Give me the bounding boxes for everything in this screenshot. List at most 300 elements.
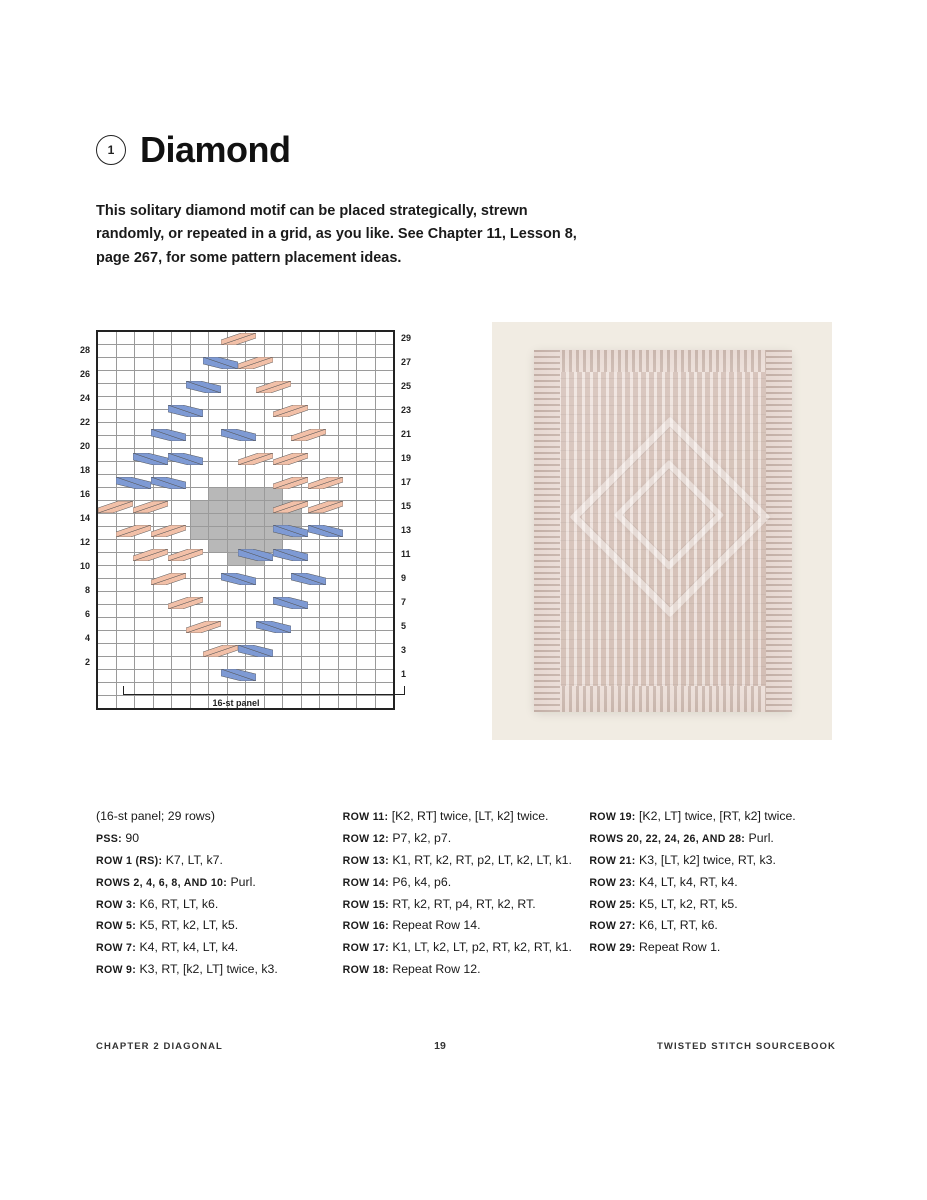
chart-cell xyxy=(320,384,339,397)
chart-cell xyxy=(375,423,394,436)
chart-cell xyxy=(172,579,191,592)
chart-row xyxy=(97,631,394,644)
chart-cell xyxy=(338,657,357,670)
chart-cell xyxy=(264,436,283,449)
chart-cell xyxy=(116,657,135,670)
chart-cell xyxy=(246,605,265,618)
chart-cell xyxy=(246,644,265,657)
chart-cell xyxy=(116,331,135,345)
chart-cell xyxy=(209,488,228,501)
chart-cell xyxy=(172,462,191,475)
chart-cell xyxy=(320,644,339,657)
chart-cell xyxy=(116,436,135,449)
instruction-line xyxy=(96,959,343,981)
chart-cell xyxy=(116,345,135,358)
chart-cell xyxy=(375,579,394,592)
chart-cell xyxy=(172,345,191,358)
chart-cell xyxy=(209,410,228,423)
chart-cell xyxy=(116,644,135,657)
chart-cell xyxy=(135,331,154,345)
chart-row xyxy=(97,540,394,553)
chart-cell xyxy=(135,410,154,423)
chart-cell xyxy=(172,618,191,631)
chart-cell xyxy=(357,371,376,384)
instruction-line xyxy=(343,850,590,872)
footer-chapter: CHAPTER 2 DIAGONAL xyxy=(96,1040,223,1052)
chart-cell xyxy=(135,605,154,618)
chart-cell xyxy=(209,384,228,397)
chart-cell xyxy=(320,488,339,501)
chart-cell xyxy=(209,331,228,345)
chart-cell xyxy=(338,644,357,657)
chart-row-label-left: 18 xyxy=(79,465,90,475)
chart-cell xyxy=(209,553,228,566)
chart-cell xyxy=(135,423,154,436)
chart-cell xyxy=(320,462,339,475)
chart-cell xyxy=(97,462,116,475)
chart-cell xyxy=(357,488,376,501)
chart-cell xyxy=(227,501,246,514)
chart-cell xyxy=(301,631,320,644)
chart-cell xyxy=(153,345,172,358)
instruction-column-2 xyxy=(343,806,590,981)
chart-cell xyxy=(97,397,116,410)
chart-cell xyxy=(320,449,339,462)
chart-cell xyxy=(283,605,302,618)
chart-row xyxy=(97,514,394,527)
chart-cell xyxy=(153,410,172,423)
chart-cell xyxy=(246,501,265,514)
chart-cell xyxy=(301,449,320,462)
chart-cell xyxy=(172,397,191,410)
chart-cell xyxy=(190,514,209,527)
instruction-line xyxy=(96,828,343,850)
chart-cell xyxy=(264,384,283,397)
page-title-row xyxy=(96,129,291,170)
footer-page-number: 19 xyxy=(434,1040,446,1052)
chart-cell xyxy=(227,644,246,657)
chart-row-label-right: 9 xyxy=(401,573,407,583)
motif-number-badge: 1 xyxy=(96,135,126,165)
chart-cell xyxy=(172,423,191,436)
stitch-chart xyxy=(79,330,412,710)
instruction-line xyxy=(589,894,836,916)
chart-cell xyxy=(227,423,246,436)
chart-cell xyxy=(153,553,172,566)
chart-row xyxy=(97,449,394,462)
chart-row-label-right: 17 xyxy=(401,477,412,487)
chart-row xyxy=(97,527,394,540)
chart-cell xyxy=(338,527,357,540)
chart-cell xyxy=(375,566,394,579)
chart-cell xyxy=(246,514,265,527)
chart-cell xyxy=(283,358,302,371)
instruction-text: Repeat Row 1. xyxy=(635,940,721,955)
chart-cell xyxy=(338,501,357,514)
chart-row xyxy=(97,618,394,631)
chart-cell xyxy=(116,384,135,397)
chart-row xyxy=(97,371,394,384)
chart-cell xyxy=(116,579,135,592)
chart-cell xyxy=(153,488,172,501)
chart-cell xyxy=(190,553,209,566)
chart-row xyxy=(97,345,394,358)
chart-cell xyxy=(116,462,135,475)
chart-cell xyxy=(246,592,265,605)
chart-cell xyxy=(375,488,394,501)
chart-cell xyxy=(246,371,265,384)
chart-cell xyxy=(320,553,339,566)
chart-cell xyxy=(283,475,302,488)
chart-cell xyxy=(357,449,376,462)
chart-cell xyxy=(135,384,154,397)
chart-cell xyxy=(320,436,339,449)
chart-cell xyxy=(357,384,376,397)
chart-cell xyxy=(135,540,154,553)
chart-cell xyxy=(264,397,283,410)
chart-cell xyxy=(153,436,172,449)
instruction-label: ROW 19: xyxy=(589,811,636,823)
chart-cell xyxy=(190,449,209,462)
chart-cell xyxy=(338,553,357,566)
chart-cell xyxy=(283,501,302,514)
chart-cell xyxy=(320,345,339,358)
chart-cell xyxy=(172,475,191,488)
chart-cell xyxy=(320,410,339,423)
chart-cell xyxy=(246,618,265,631)
instruction-text: K7, LT, k7. xyxy=(162,852,223,867)
chart-cell xyxy=(338,410,357,423)
chart-cell xyxy=(190,540,209,553)
chart-cell xyxy=(357,501,376,514)
chart-cell xyxy=(172,488,191,501)
chart-cell xyxy=(153,358,172,371)
chart-cell xyxy=(246,423,265,436)
chart-cell xyxy=(264,592,283,605)
chart-cell xyxy=(246,579,265,592)
chart-cell xyxy=(135,592,154,605)
chart-cell xyxy=(357,331,376,345)
chart-cell xyxy=(97,540,116,553)
chart-cell xyxy=(97,592,116,605)
chart-cell xyxy=(357,618,376,631)
chart-cell xyxy=(264,670,283,683)
chart-cell xyxy=(116,540,135,553)
chart-cell xyxy=(246,397,265,410)
chart-cell xyxy=(153,579,172,592)
chart-cell xyxy=(246,670,265,683)
chart-row-label-right: 1 xyxy=(401,669,407,679)
chart-cell xyxy=(227,410,246,423)
chart-cell xyxy=(190,436,209,449)
instruction-label: PSS: xyxy=(96,832,122,845)
chart-cell xyxy=(227,527,246,540)
chart-cell xyxy=(97,358,116,371)
chart-cell xyxy=(264,371,283,384)
instruction-line xyxy=(589,828,836,850)
chart-row xyxy=(97,670,394,683)
instruction-label: ROW 13: xyxy=(342,854,389,867)
chart-cell xyxy=(264,501,283,514)
chart-cell xyxy=(116,553,135,566)
instruction-text: K1, RT, k2, RT, p2, LT, k2, LT, k1. xyxy=(388,852,572,867)
chart-row-label-left: 24 xyxy=(79,393,90,403)
instruction-column-1 xyxy=(96,806,343,981)
chart-cell xyxy=(135,566,154,579)
chart-cell xyxy=(209,475,228,488)
chart-cell xyxy=(190,462,209,475)
chart-row-label-right: 5 xyxy=(401,621,407,631)
chart-cell xyxy=(264,410,283,423)
swatch-top-edge xyxy=(534,350,792,372)
chart-cell xyxy=(153,657,172,670)
chart-cell xyxy=(190,384,209,397)
chart-cell xyxy=(357,527,376,540)
chart-cell xyxy=(301,410,320,423)
chart-row-label-left: 4 xyxy=(84,633,90,643)
instruction-line xyxy=(589,806,836,828)
chart-cell xyxy=(135,397,154,410)
chart-cell xyxy=(264,579,283,592)
chart-cell xyxy=(264,331,283,345)
chart-cell xyxy=(375,410,394,423)
chart-cell xyxy=(338,345,357,358)
chart-cell xyxy=(190,579,209,592)
chart-cell xyxy=(301,605,320,618)
chart-cell xyxy=(338,371,357,384)
chart-cell xyxy=(227,449,246,462)
instruction-label: ROWS 2, 4, 6, 8, AND 10: xyxy=(96,876,228,889)
instruction-text: K5, LT, k2, RT, k5. xyxy=(635,896,738,911)
chart-cell xyxy=(209,566,228,579)
chart-cell xyxy=(135,462,154,475)
instruction-label: ROW 1 (RS): xyxy=(96,854,163,867)
chart-cell xyxy=(357,644,376,657)
chart-cell xyxy=(283,618,302,631)
chart-cell xyxy=(97,657,116,670)
chart-cell xyxy=(264,618,283,631)
chart-cell xyxy=(97,436,116,449)
chart-cell xyxy=(375,514,394,527)
chart-row xyxy=(97,579,394,592)
instruction-text: [K2, LT] twice, [RT, k2] twice. xyxy=(635,809,796,823)
chart-cell xyxy=(190,670,209,683)
chart-cell xyxy=(116,527,135,540)
instruction-line xyxy=(343,894,590,916)
chart-cell xyxy=(301,566,320,579)
chart-cell xyxy=(97,631,116,644)
instruction-line xyxy=(96,915,343,937)
chart-cell xyxy=(264,423,283,436)
chart-row-label-left: 10 xyxy=(79,561,90,571)
chart-cell xyxy=(97,514,116,527)
chart-cell xyxy=(227,436,246,449)
chart-cell xyxy=(153,501,172,514)
instruction-text: K5, RT, k2, LT, k5. xyxy=(136,918,239,933)
instruction-line xyxy=(96,806,343,828)
chart-cell xyxy=(227,462,246,475)
chart-cell xyxy=(190,475,209,488)
instruction-text: K3, [LT, k2] twice, RT, k3. xyxy=(635,852,776,867)
chart-cell xyxy=(153,605,172,618)
instruction-text: K6, RT, LT, k6. xyxy=(136,896,219,911)
chart-cell xyxy=(283,670,302,683)
chart-cell xyxy=(264,540,283,553)
chart-cell xyxy=(357,631,376,644)
instruction-line xyxy=(589,915,836,937)
chart-cell xyxy=(301,371,320,384)
chart-cell xyxy=(97,384,116,397)
chart-cell xyxy=(246,449,265,462)
chart-row xyxy=(97,553,394,566)
chart-cell xyxy=(283,462,302,475)
instruction-line xyxy=(96,872,343,894)
chart-cell xyxy=(172,605,191,618)
chart-cell xyxy=(283,331,302,345)
chart-cell xyxy=(301,436,320,449)
chart-cell xyxy=(190,566,209,579)
chart-cell xyxy=(301,384,320,397)
chart-cell xyxy=(375,384,394,397)
chart-cell xyxy=(301,423,320,436)
chart-cell xyxy=(97,488,116,501)
chart-cell xyxy=(116,670,135,683)
chart-cell xyxy=(209,579,228,592)
chart-cell xyxy=(357,475,376,488)
instruction-text: Purl. xyxy=(227,874,256,889)
instruction-label: ROW 27: xyxy=(589,920,636,933)
chart-cell xyxy=(153,449,172,462)
chart-row xyxy=(97,397,394,410)
chart-cell xyxy=(283,345,302,358)
chart-cell xyxy=(153,475,172,488)
chart-cell xyxy=(116,358,135,371)
chart-cell xyxy=(375,553,394,566)
chart-cell xyxy=(301,592,320,605)
chart-cell xyxy=(320,423,339,436)
chart-cell xyxy=(246,345,265,358)
chart-cell xyxy=(301,514,320,527)
chart-cell xyxy=(338,449,357,462)
chart-cell xyxy=(301,553,320,566)
chart-cell xyxy=(283,514,302,527)
chart-cell xyxy=(116,449,135,462)
chart-cell xyxy=(97,579,116,592)
chart-cell xyxy=(190,358,209,371)
chart-cell xyxy=(153,540,172,553)
chart-cell xyxy=(190,371,209,384)
chart-cell xyxy=(135,657,154,670)
chart-cell xyxy=(135,514,154,527)
chart-cell xyxy=(320,501,339,514)
chart-cell xyxy=(338,423,357,436)
chart-row xyxy=(97,410,394,423)
instruction-text: Purl. xyxy=(745,830,774,845)
chart-cell xyxy=(172,501,191,514)
chart-cell xyxy=(209,527,228,540)
chart-cell xyxy=(227,358,246,371)
chart-cell xyxy=(283,410,302,423)
chart-cell xyxy=(375,592,394,605)
chart-cell xyxy=(190,331,209,345)
chart-cell xyxy=(172,527,191,540)
chart-cell xyxy=(264,475,283,488)
chart-cell xyxy=(283,566,302,579)
chart-cell xyxy=(116,566,135,579)
chart-cell xyxy=(209,462,228,475)
chart-cell xyxy=(264,449,283,462)
chart-cell xyxy=(246,553,265,566)
chart-cell xyxy=(246,566,265,579)
chart-cell xyxy=(209,514,228,527)
chart-cell xyxy=(172,631,191,644)
chart-cell xyxy=(264,631,283,644)
instruction-label: ROW 29: xyxy=(589,942,636,955)
chart-cell xyxy=(227,488,246,501)
chart-cell xyxy=(153,670,172,683)
chart-cell xyxy=(190,631,209,644)
chart-cell xyxy=(283,449,302,462)
knitted-swatch xyxy=(534,350,792,712)
chart-row xyxy=(97,566,394,579)
chart-cell xyxy=(227,631,246,644)
chart-row-label-right: 3 xyxy=(401,645,407,655)
chart-cell xyxy=(301,345,320,358)
instruction-line xyxy=(343,937,590,959)
chart-row-label-right: 27 xyxy=(401,357,412,367)
chart-cell xyxy=(301,475,320,488)
chart-cell xyxy=(190,592,209,605)
chart-cell xyxy=(190,397,209,410)
chart-row-label-left: 22 xyxy=(79,417,90,427)
chart-cell xyxy=(209,657,228,670)
chart-cell xyxy=(320,618,339,631)
chart-cell xyxy=(338,540,357,553)
chart-cell xyxy=(357,423,376,436)
instruction-line xyxy=(589,850,836,872)
chart-cell xyxy=(357,566,376,579)
chart-row xyxy=(97,358,394,371)
chart-cell xyxy=(209,644,228,657)
chart-cell xyxy=(338,631,357,644)
chart-cell xyxy=(301,501,320,514)
instruction-line xyxy=(96,850,343,872)
chart-cell xyxy=(209,631,228,644)
panel-caption: 16-st panel xyxy=(212,698,260,708)
chart-cell xyxy=(209,371,228,384)
chart-cell xyxy=(227,618,246,631)
chart-cell xyxy=(172,657,191,670)
instruction-text: K3, RT, [k2, LT] twice, k3. xyxy=(136,962,278,977)
chart-cell xyxy=(97,475,116,488)
chart-cell xyxy=(135,618,154,631)
chart-cell xyxy=(190,410,209,423)
chart-cell xyxy=(209,540,228,553)
chart-cell xyxy=(375,331,394,345)
chart-cell xyxy=(209,449,228,462)
chart-cell xyxy=(338,670,357,683)
chart-cell xyxy=(190,527,209,540)
chart-cell xyxy=(209,501,228,514)
chart-cell xyxy=(190,423,209,436)
instruction-label: ROW 11: xyxy=(342,811,389,823)
chart-cell xyxy=(135,371,154,384)
chart-cell xyxy=(246,475,265,488)
chart-cell xyxy=(338,579,357,592)
chart-cell xyxy=(172,331,191,345)
chart-cell xyxy=(135,345,154,358)
chart-cell xyxy=(301,644,320,657)
